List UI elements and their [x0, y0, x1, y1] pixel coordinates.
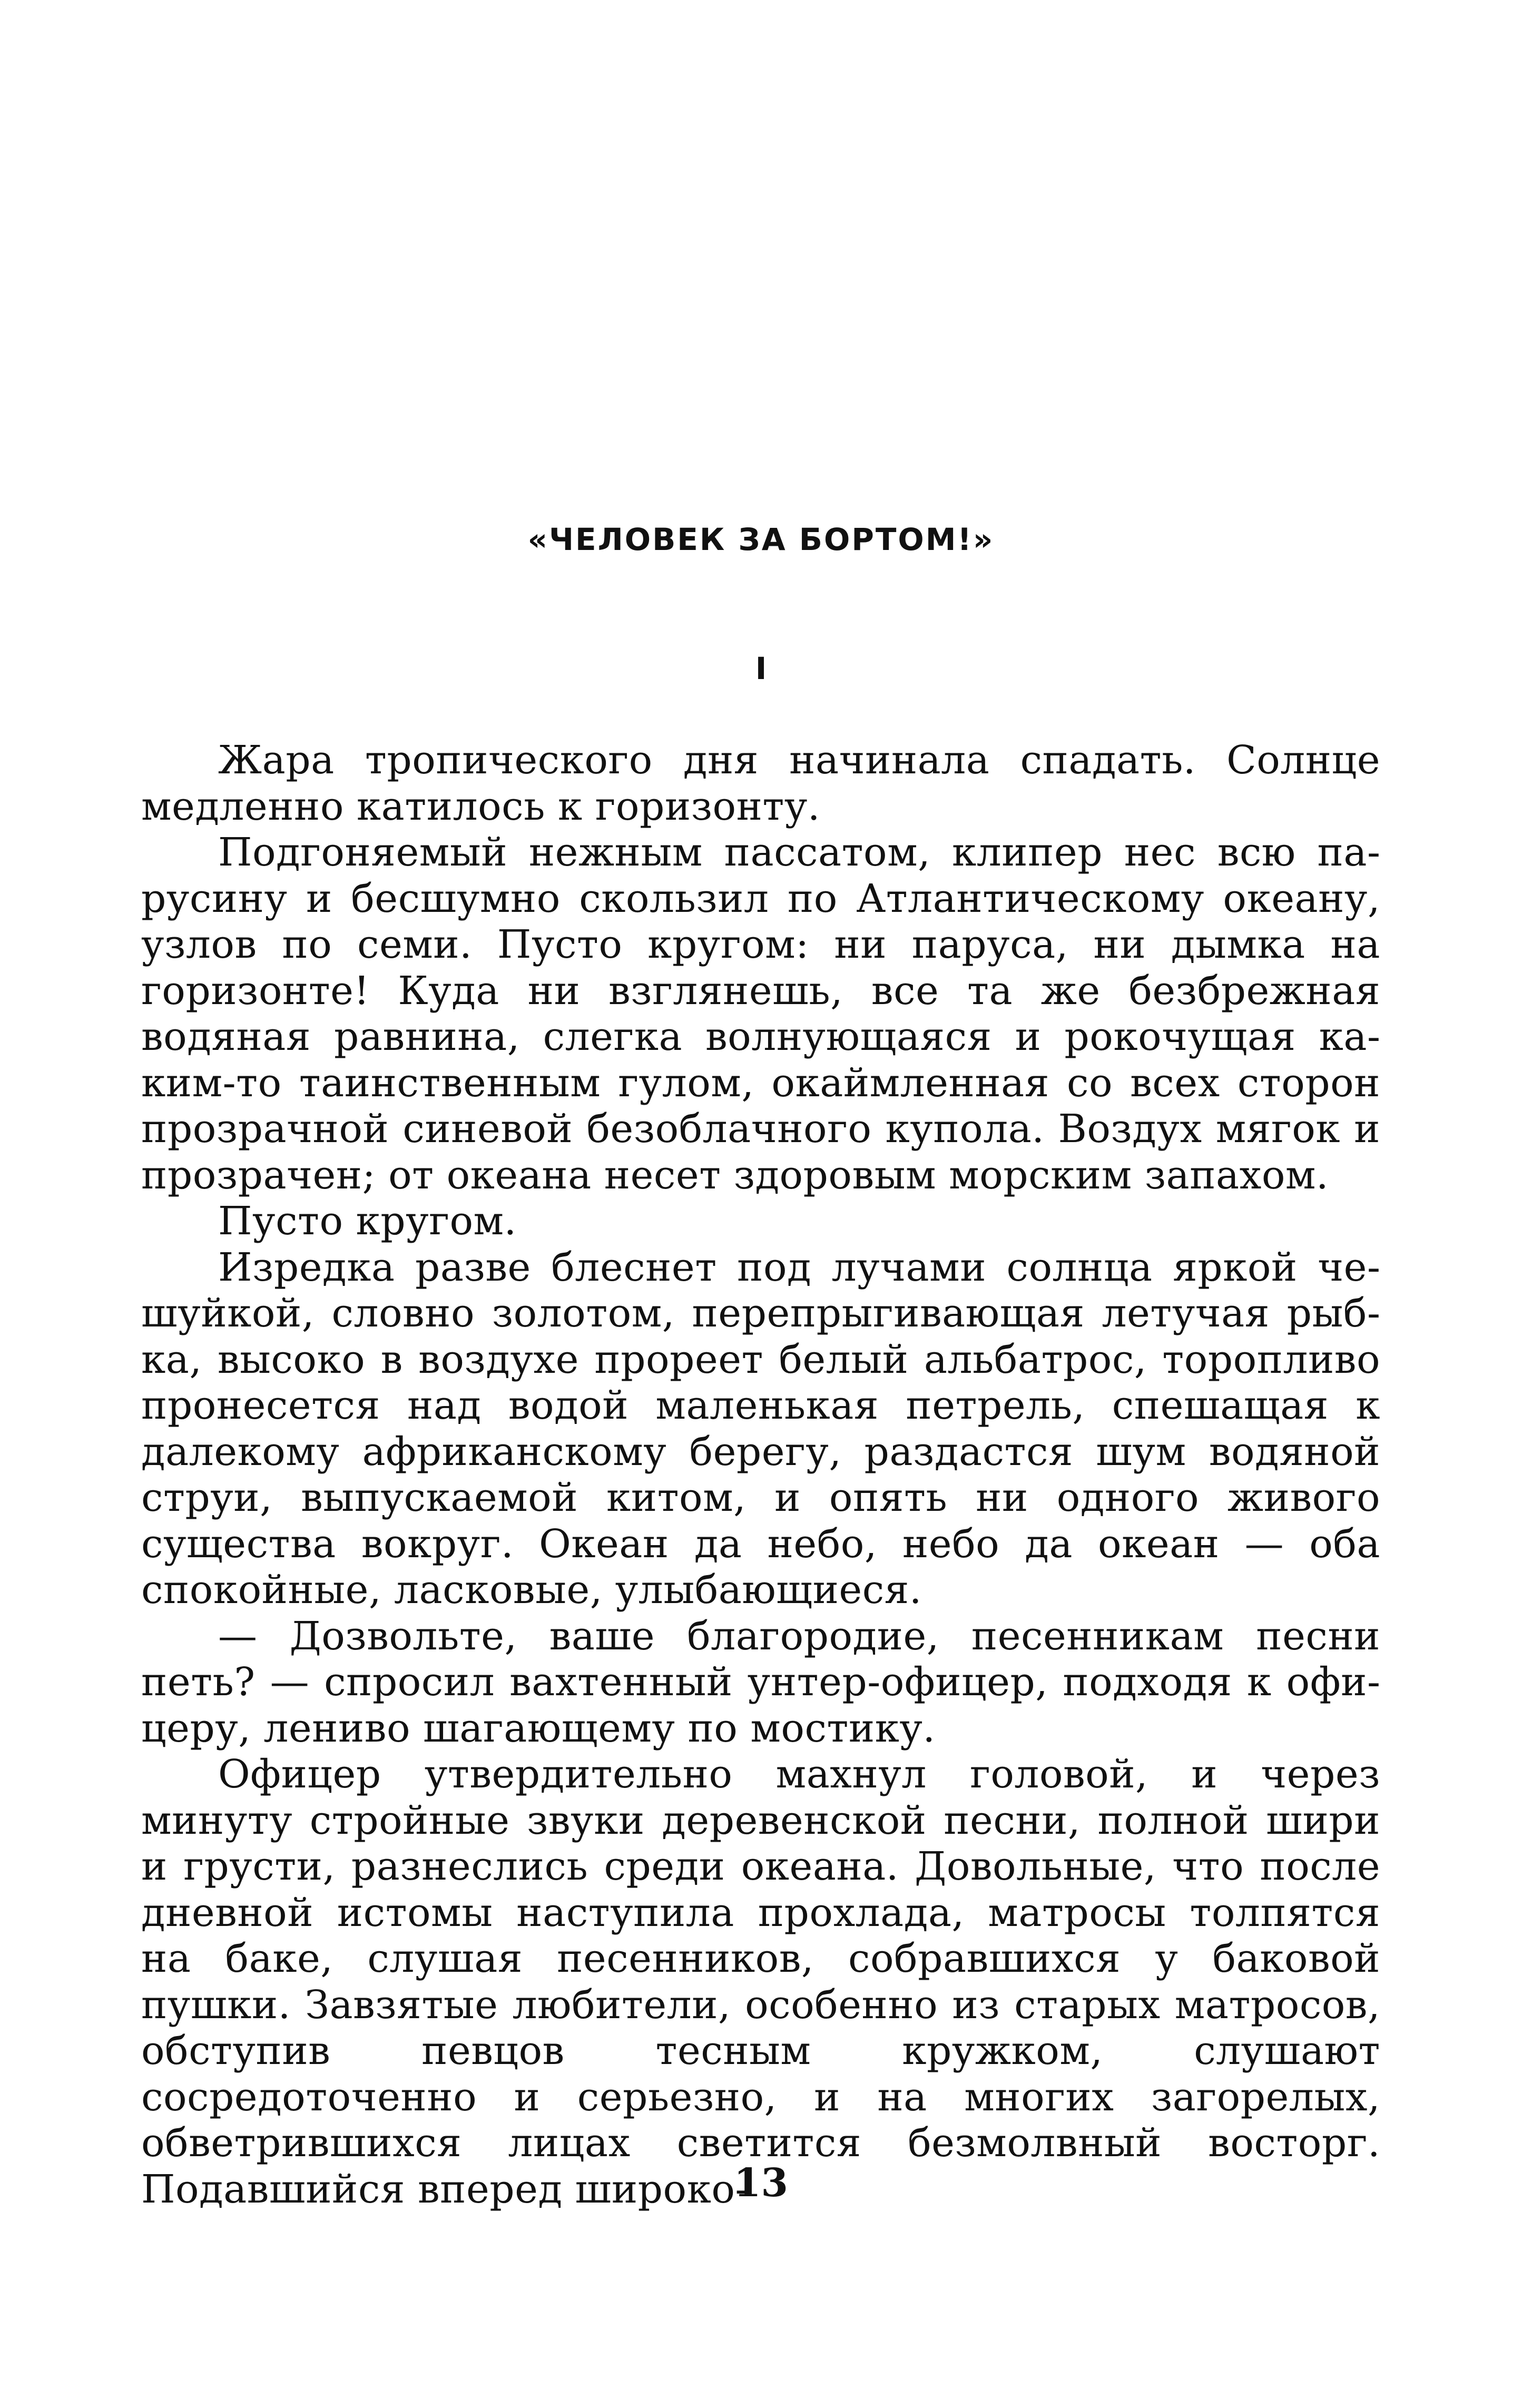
body-text [141, 738, 1380, 2213]
paragraph: Изредка разве блеснет под лучами солнца яркой чешуйкой, словно золотом, перепрыгивающая летучая рыбка, высоко в воздухе прореет белый альбатрос, торопливо пронесется над водой маленькая петрель, спешащая к далекому африканскому берегу, раздастся шум водяной струи, выпускаемой китом, и опять ни одного живого существа вокруг. Океан да небо, небо да океан — оба спокойные, ласковые, улыбающиеся. [141, 1244, 1380, 1613]
section-number: I [755, 651, 767, 686]
paragraph: — Дозвольте, ваше благородие, песенникам песни петь? — спросил вахтенный унтер-офицер, подходя к офицеру, лениво шагающему по мостику. [141, 1613, 1380, 1751]
paragraph: Офицер утвердительно махнул головой, и через минуту стройные звуки деревенской песни, полной шири и грусти, разнеслись среди океана. Довольные, что после дневной истомы наступила прохлада, матросы толпятся на баке, слушая песенников, собравшихся у баковой пушки. Завзятые любители, особенно из старых матросов, обступив певцов тесным кружком, слушают сосредоточенно и серьезно, и на многих загорелых, обветрившихся лицах светится безмолвный восторг. Подавшийся вперед широко- [141, 1752, 1380, 2212]
paragraph: Жара тропического дня начинала спадать. Солнце медленно катилось к горизонту. [141, 738, 1380, 829]
chapter-title: «ЧЕЛОВЕК ЗА БОРТОМ!» [527, 522, 995, 557]
page-number: 13 [734, 2160, 788, 2206]
paragraph: Пусто кругом. [218, 1198, 517, 1244]
paragraph: Подгоняемый нежным пассатом, клипер нес всю парусину и бесшумно скользил по Атлантическому океану, узлов по семи. Пусто кругом: ни паруса, ни дымка на горизонте! Куда ни взглянешь, все та же безбрежная водяная равнина, слегка волнующаяся и рокочущая каким-то таинственным гулом, окаймленная со всех сторон прозрачной синевой безоблачного купола. Воздух мягок и прозрачен; от океана несет здоровым морским запахом. [141, 830, 1380, 1198]
